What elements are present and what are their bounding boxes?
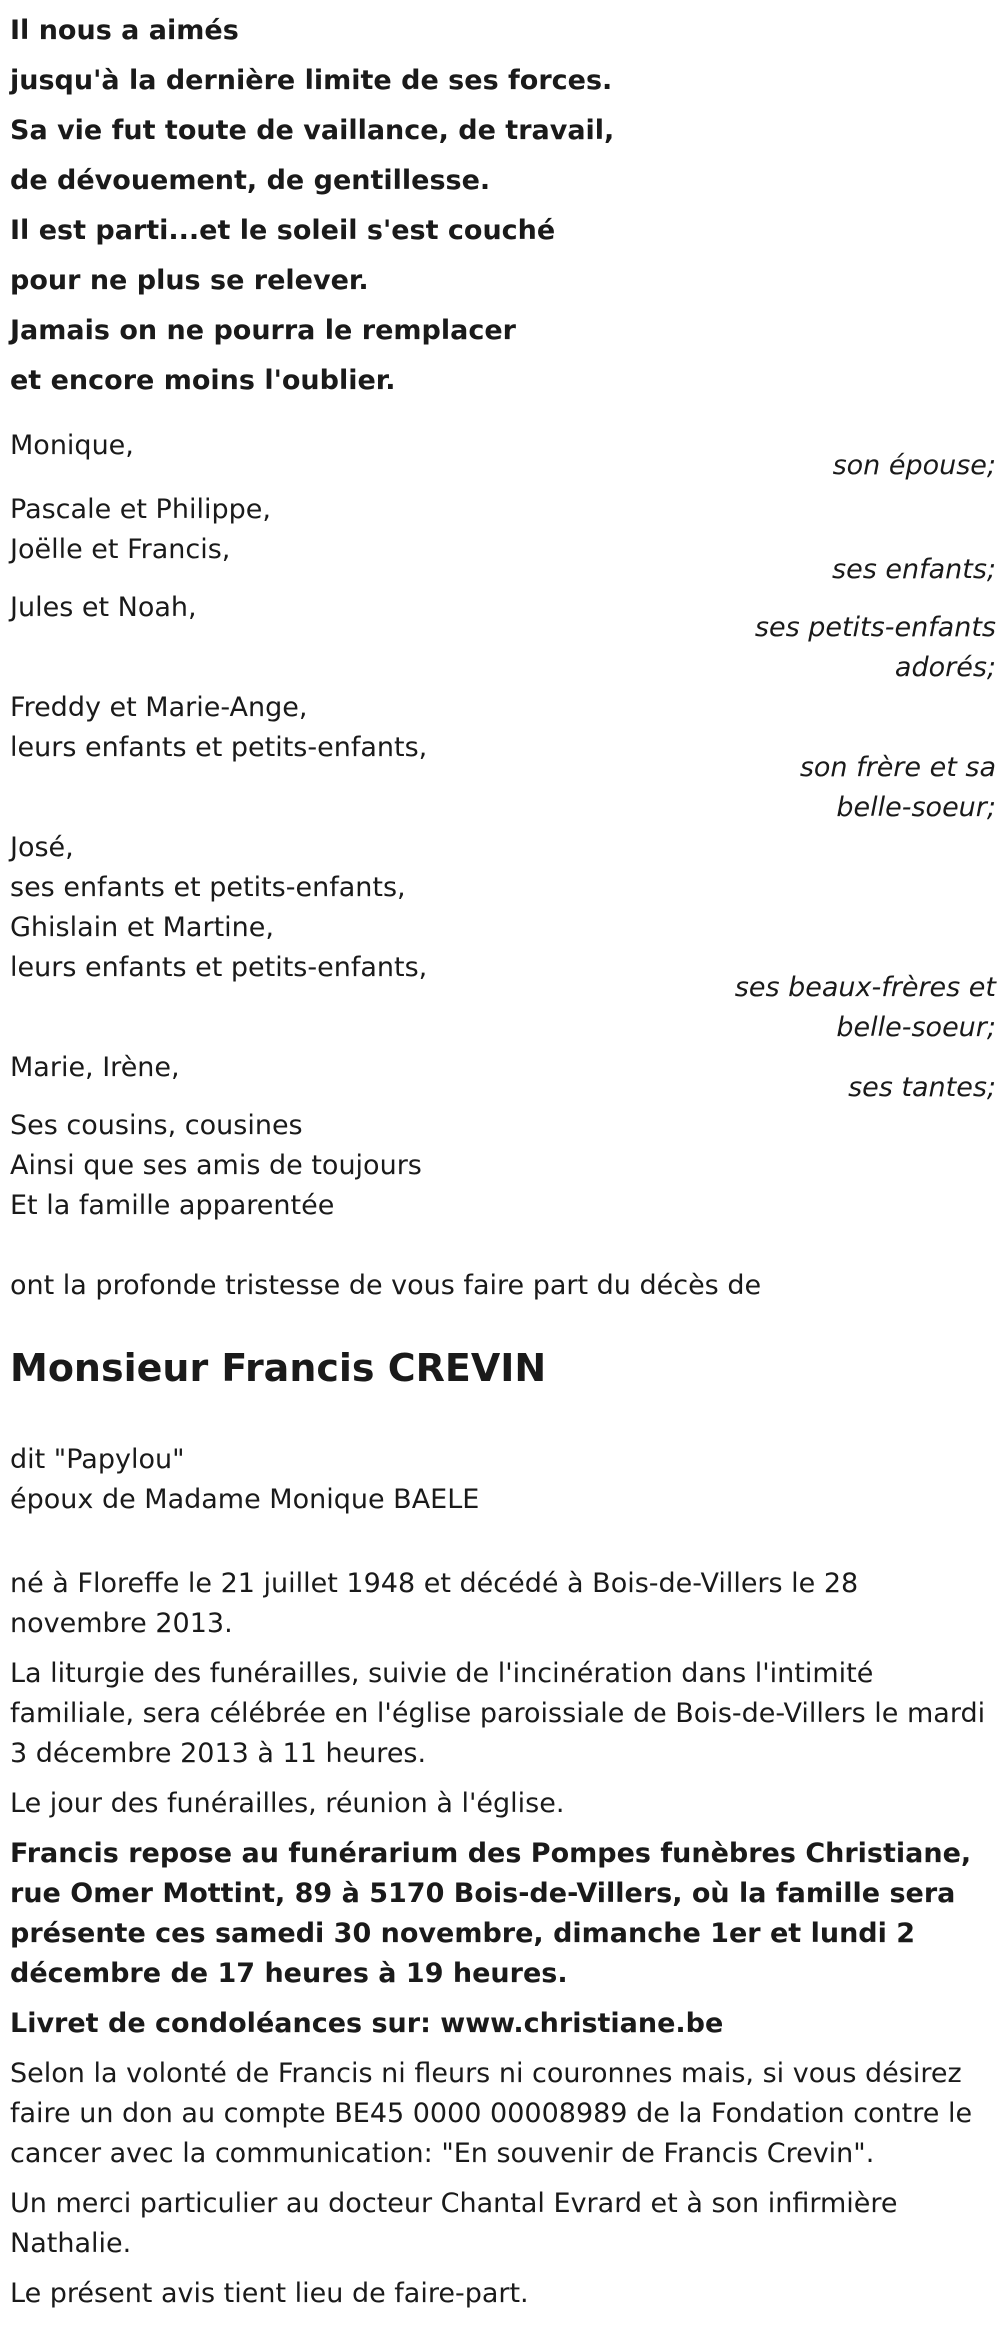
poem-line: Il nous a aimés	[10, 15, 239, 46]
relation-line: adorés;	[894, 652, 996, 683]
family-name-line: Joëlle et Francis,	[10, 534, 231, 565]
deceased-nickname: dit "Papylou"	[10, 1444, 185, 1475]
family-group-spouse	[10, 426, 996, 486]
poem-line: Sa vie fut toute de vaillance, de travail,	[10, 115, 615, 146]
relation-line: son épouse;	[832, 450, 996, 481]
condolences: Livret de condoléances sur: www.christiane.be	[10, 2008, 724, 2039]
family-name-line: Ses cousins, cousines	[10, 1110, 303, 1141]
deceased-spouse: époux de Madame Monique BAELE	[10, 1484, 480, 1515]
thanks: Un merci particulier au docteur Chantal Evrard et à son infirmière Nathalie.	[10, 2188, 898, 2259]
birth-death: né à Floreffe le 21 juillet 1948 et décédé à Bois-de-Villers le 28 novembre 2013.	[10, 1568, 859, 1639]
family-name-line: Ghislain et Martine,	[10, 912, 274, 943]
relation-line: ses petits-enfants	[754, 612, 996, 643]
family-name-line: leurs enfants et petits-enfants,	[10, 732, 428, 763]
family-name-line: Monique,	[10, 430, 134, 461]
family-group-children	[10, 490, 996, 590]
poem-line: de dévouement, de gentillesse.	[10, 165, 491, 196]
family-group-brother	[10, 688, 996, 828]
family-group-in-laws	[10, 828, 996, 1048]
family-name-line: leurs enfants et petits-enfants,	[10, 952, 428, 983]
liturgy: La liturgie des funérailles, suivie de l'incinération dans l'intimité familiale, sera célébrée en l'église paroissiale de Bois-de-Villers le mardi 3 décembre 2013 à 11 heures.	[10, 1658, 986, 1769]
family-group-cousins	[10, 1106, 996, 1226]
poem-line: pour ne plus se relever.	[10, 265, 369, 296]
family-list	[10, 426, 996, 1226]
relation-line: belle-soeur;	[836, 1012, 996, 1043]
deceased-name: Monsieur Francis CREVIN	[10, 1346, 547, 1390]
funeral-home: Francis repose au funérarium des Pompes funèbres Christiane, rue Omer Mottint, 89 à 5170 Bois-de-Villers, où la famille sera présente ces samedi 30 novembre, dimanche 1er et lundi 2 décembre de 17 heures à 19 heures.	[10, 1838, 972, 1989]
meeting: Le jour des funérailles, réunion à l'église.	[10, 1788, 565, 1819]
family-name-line: Pascale et Philippe,	[10, 494, 271, 525]
family-name-line: Et la famille apparentée	[10, 1190, 335, 1221]
family-relation	[10, 446, 996, 486]
poem-line: Jamais on ne pourra le remplacer	[10, 315, 516, 346]
donation: Selon la volonté de Francis ni fleurs ni couronnes mais, si vous désirez faire un don au compte BE45 0000 00008989 de la Fondation contre le cancer avec la communication: "En souvenir de Francis Crevin".	[10, 2058, 973, 2169]
notice: Le présent avis tient lieu de faire-part.	[10, 2278, 529, 2309]
announcement: ont la profonde tristesse de vous faire part du décès de	[10, 1270, 762, 1301]
poem-line: Il est parti...et le soleil s'est couché	[10, 215, 556, 246]
family-name-line: Freddy et Marie-Ange,	[10, 692, 308, 723]
family-group-grandchildren	[10, 588, 996, 688]
family-name-line: Ainsi que ses amis de toujours	[10, 1150, 422, 1181]
relation-line: belle-soeur;	[836, 792, 996, 823]
family-name-line: José,	[10, 832, 74, 863]
family-group-aunts	[10, 1048, 996, 1108]
details	[10, 1564, 996, 2314]
obituary-notice	[10, 6, 996, 2324]
family-name-line: Jules et Noah,	[10, 592, 197, 623]
relation-line: ses enfants;	[832, 554, 996, 585]
family-name-line: ses enfants et petits-enfants,	[10, 872, 406, 903]
poem-line: et encore moins l'oublier.	[10, 365, 396, 396]
poem	[10, 6, 996, 406]
poem-line: jusqu'à la dernière limite de ses forces.	[10, 65, 613, 96]
relation-line: ses beaux-frères et	[734, 972, 996, 1003]
relation-line: ses tantes;	[848, 1072, 996, 1103]
family-name-line: Marie, Irène,	[10, 1052, 180, 1083]
relation-line: son frère et sa	[799, 752, 996, 783]
